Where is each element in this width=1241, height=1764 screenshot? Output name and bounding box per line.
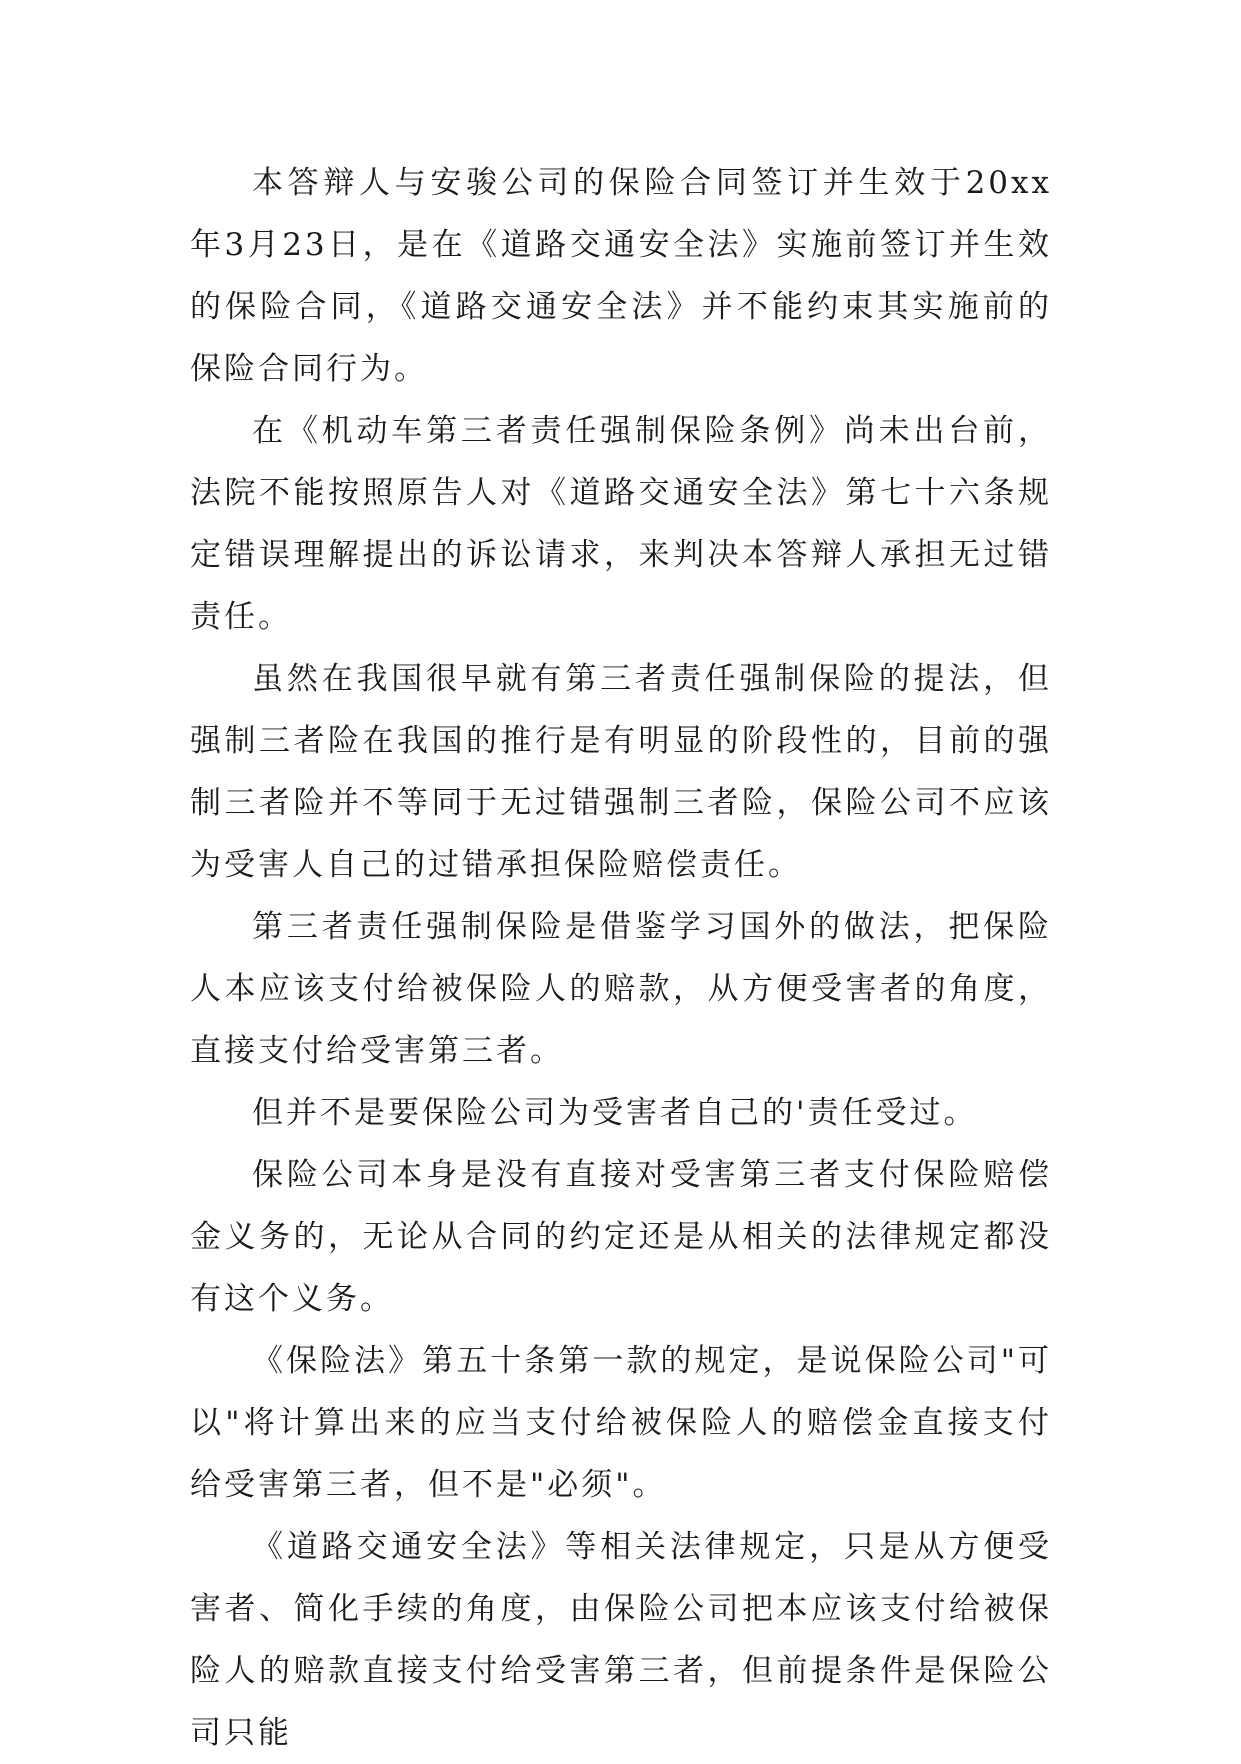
paragraph-compulsory-insurance-stage: 虽然在我国很早就有第三者责任强制保险的提法，但强制三者险在我国的推行是有明显的阶段性的，目前的强制三者险并不等同于无过错强制三者险，保险公司不应该为受害人自己的过错承担保险赔偿责任。 (190, 661, 1052, 883)
paragraph-contract-timing: 本答辩人与安骏公司的保险合同签订并生效于20xx年3月23日，是在《道路交通安全法》实施前签订并生效的保险合同，《道路交通安全法》并不能约束其实施前的保险合同行为。 (190, 165, 1052, 387)
paragraph-insurance-law-article: 《保险法》第五十条第一款的规定，是说保险公司"可以"将计算出来的应当支付给被保险人的赔偿金直接支付给受害第三者，但不是"必须"。 (190, 1343, 1052, 1503)
paragraph-foreign-practice: 第三者责任强制保险是借鉴学习国外的做法，把保险人本应该支付给被保险人的赔款，从方便受害者的角度，直接支付给受害第三者。 (190, 909, 1052, 1069)
paragraph-traffic-law-convenience: 《道路交通安全法》等相关法律规定，只是从方便受害者、简化手续的角度，由保险公司把本应该支付给被保险人的赔款直接支付给受害第三者，但前提条件是保险公司只能 (190, 1529, 1052, 1751)
document-body (190, 152, 1052, 1764)
paragraph-not-victim-fault: 但并不是要保险公司为受害者自己的'责任受过。 (252, 1095, 978, 1131)
paragraph-regulation-not-issued: 在《机动车第三者责任强制保险条例》尚未出台前，法院不能按照原告人对《道路交通安全法》第七十六条规定错误理解提出的诉讼请求，来判决本答辩人承担无过错责任。 (190, 413, 1052, 635)
paragraph-no-direct-obligation: 保险公司本身是没有直接对受害第三者支付保险赔偿金义务的，无论从合同的约定还是从相关的法律规定都没有这个义务。 (190, 1157, 1052, 1317)
